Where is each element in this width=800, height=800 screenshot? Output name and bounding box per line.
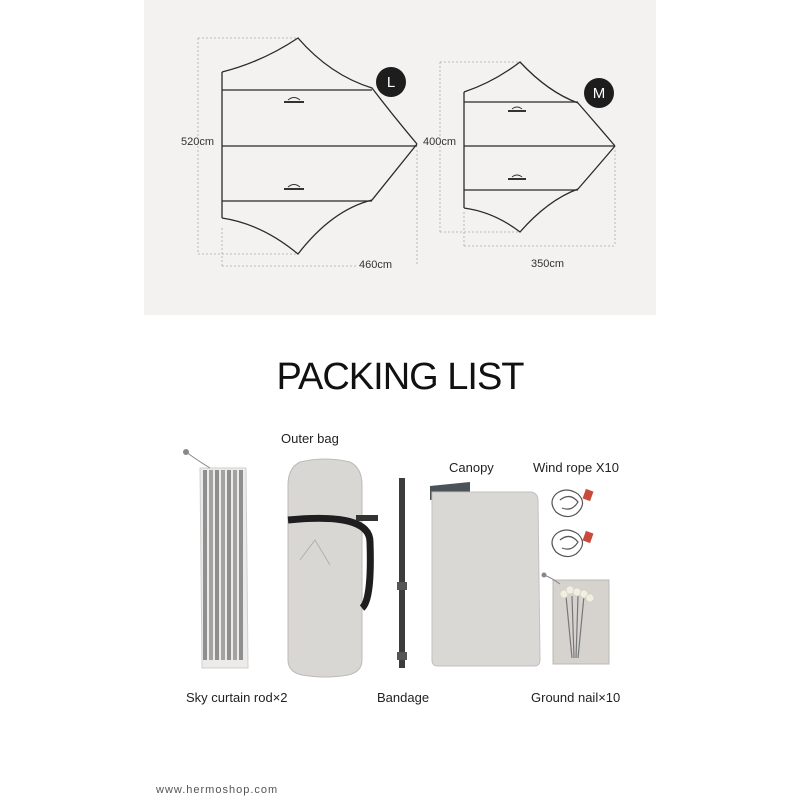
sky-curtain-rod-image: [183, 449, 248, 668]
large-width-label: 460cm: [359, 259, 393, 271]
canopy-label: Canopy: [449, 460, 494, 475]
wind-rope-image: [552, 490, 583, 557]
size-badge-medium: M: [584, 78, 614, 108]
bandage-label: Bandage: [377, 690, 430, 705]
packing-list-title: PACKING LIST: [276, 356, 524, 398]
large-height-label: 520cm: [181, 136, 215, 148]
ground-nail-image: [542, 573, 610, 665]
site-url-watermark: www.hermoshop.com: [156, 784, 279, 796]
medium-width-label: 350cm: [531, 258, 565, 270]
size-badge-large: L: [376, 67, 406, 97]
medium-height-label: 400cm: [423, 136, 457, 148]
outer-bag-label: Outer bag: [281, 431, 339, 446]
canopy-image: [430, 482, 540, 666]
bandage-image: [397, 478, 407, 668]
wind-rope-label: Wind rope X10: [533, 460, 619, 475]
outer-bag-image: [288, 459, 378, 677]
ground-nail-label: Ground nail×10: [531, 690, 621, 705]
brand-logo-icon: [284, 98, 304, 191]
sky-curtain-rod-label: Sky curtain rod×2: [186, 690, 288, 705]
